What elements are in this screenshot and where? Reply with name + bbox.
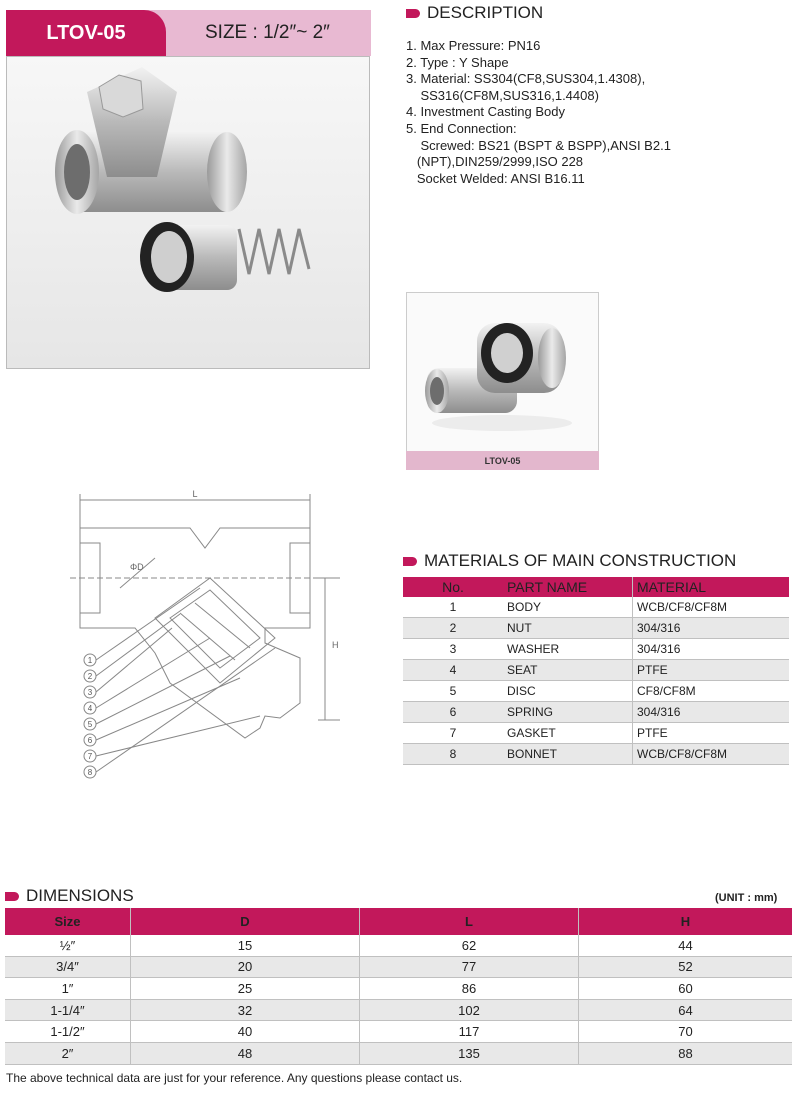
cell-part: DISC xyxy=(503,681,633,702)
column-header: H xyxy=(579,908,793,935)
table-row xyxy=(403,702,789,723)
column-header: Size xyxy=(5,908,131,935)
size-range: SIZE : 1/2″~ 2″ xyxy=(205,22,330,43)
cell-d: 25 xyxy=(131,978,360,1000)
cell-material: 304/316 xyxy=(633,639,790,660)
description-line: 2. Type : Y Shape xyxy=(406,54,509,70)
column-header: D xyxy=(131,908,360,935)
cell-size: 1″ xyxy=(5,978,131,1000)
cell-d: 48 xyxy=(131,1042,360,1064)
table-row xyxy=(5,999,792,1021)
cell-no: 3 xyxy=(403,639,503,660)
dimensions-heading: DIMENSIONS xyxy=(5,886,134,906)
cell-l: 135 xyxy=(360,1042,579,1064)
cell-no: 5 xyxy=(403,681,503,702)
table-header-row xyxy=(403,577,789,597)
column-header: MATERIAL xyxy=(633,577,790,597)
thumbnail-caption: LTOV-05 xyxy=(406,451,599,470)
callout-number: 6 xyxy=(87,736,93,745)
description-heading: DESCRIPTION xyxy=(406,3,543,23)
dim-D-label: ΦD xyxy=(130,562,144,572)
callout-number: 5 xyxy=(87,720,93,729)
cell-no: 6 xyxy=(403,702,503,723)
callout-number: 2 xyxy=(87,672,93,681)
cell-l: 62 xyxy=(360,935,579,956)
cell-h: 60 xyxy=(579,978,793,1000)
cell-l: 86 xyxy=(360,978,579,1000)
dim-L-label: L xyxy=(192,489,198,499)
callout-number: 7 xyxy=(87,752,93,761)
technical-drawing xyxy=(60,488,360,788)
cell-l: 77 xyxy=(360,956,579,978)
cell-material: 304/316 xyxy=(633,702,790,723)
cell-part: BODY xyxy=(503,597,633,618)
materials-table xyxy=(403,577,789,765)
table-row xyxy=(403,723,789,744)
cell-size: 1-1/4″ xyxy=(5,999,131,1021)
table-row xyxy=(403,639,789,660)
column-header: PART NAME xyxy=(503,577,633,597)
callout-number: 3 xyxy=(87,688,93,697)
description-line: 3. Material: SS304(CF8,SUS304,1.4308), xyxy=(406,71,646,87)
description-line: 1. Max Pressure: PN16 xyxy=(406,38,541,53)
heading-bullet-icon xyxy=(403,557,417,566)
cell-material: PTFE xyxy=(633,660,790,681)
cell-size: 3/4″ xyxy=(5,956,131,978)
cell-material: WCB/CF8/CF8M xyxy=(633,744,790,765)
table-row xyxy=(5,956,792,978)
table-row xyxy=(5,1042,792,1064)
table-row xyxy=(403,597,789,618)
heading-bullet-icon xyxy=(406,9,420,18)
cell-h: 88 xyxy=(579,1042,793,1064)
cell-part: WASHER xyxy=(503,639,633,660)
description-line: Socket Welded: ANSI B16.11 xyxy=(406,170,585,186)
product-photo xyxy=(6,56,370,369)
description-line: Screwed: BS21 (BSPT & BSPP),ANSI B2.1 xyxy=(406,137,671,153)
cell-l: 102 xyxy=(360,999,579,1021)
model-title: LTOV-05 xyxy=(6,10,166,56)
column-header: L xyxy=(360,908,579,935)
callout-number: 4 xyxy=(87,704,93,713)
callout-number: 1 xyxy=(87,656,93,665)
cell-size: 2″ xyxy=(5,1042,131,1064)
cell-d: 40 xyxy=(131,1021,360,1043)
dimensions-table xyxy=(5,908,792,1065)
cell-material: CF8/CF8M xyxy=(633,681,790,702)
cell-part: SPRING xyxy=(503,702,633,723)
cell-no: 7 xyxy=(403,723,503,744)
cell-material: WCB/CF8/CF8M xyxy=(633,597,790,618)
heading-bullet-icon xyxy=(5,892,19,901)
table-header-row xyxy=(5,908,792,935)
cell-size: 1-1/2″ xyxy=(5,1021,131,1043)
description-list xyxy=(406,38,796,187)
table-row xyxy=(403,681,789,702)
description-line: SS316(CF8M,SUS316,1.4408) xyxy=(406,87,599,103)
cell-part: GASKET xyxy=(503,723,633,744)
cell-size: ½″ xyxy=(5,935,131,956)
unit-label: (UNIT : mm) xyxy=(715,892,778,904)
dim-H-label: H xyxy=(332,640,339,650)
cell-d: 15 xyxy=(131,935,360,956)
cell-h: 70 xyxy=(579,1021,793,1043)
cell-no: 4 xyxy=(403,660,503,681)
description-line: 4. Investment Casting Body xyxy=(406,104,565,120)
cell-no: 8 xyxy=(403,744,503,765)
cell-part: BONNET xyxy=(503,744,633,765)
table-row xyxy=(403,618,789,639)
cell-l: 117 xyxy=(360,1021,579,1043)
cell-no: 2 xyxy=(403,618,503,639)
table-row xyxy=(403,660,789,681)
cell-h: 64 xyxy=(579,999,793,1021)
product-thumbnail xyxy=(406,292,599,470)
table-row xyxy=(5,935,792,956)
cell-d: 20 xyxy=(131,956,360,978)
description-line: (NPT),DIN259/2999,ISO 228 xyxy=(406,154,584,170)
table-row xyxy=(403,744,789,765)
materials-heading: MATERIALS OF MAIN CONSTRUCTION xyxy=(403,551,736,571)
description-line: 5. End Connection: xyxy=(406,120,517,136)
table-row xyxy=(5,978,792,1000)
cell-d: 32 xyxy=(131,999,360,1021)
cell-material: PTFE xyxy=(633,723,790,744)
cell-material: 304/316 xyxy=(633,618,790,639)
cell-no: 1 xyxy=(403,597,503,618)
cell-part: SEAT xyxy=(503,660,633,681)
cell-h: 52 xyxy=(579,956,793,978)
cell-h: 44 xyxy=(579,935,793,956)
table-row xyxy=(5,1021,792,1043)
column-header: No. xyxy=(403,577,503,597)
cell-part: NUT xyxy=(503,618,633,639)
callout-number: 8 xyxy=(87,768,93,777)
footnote: The above technical data are just for your reference. Any questions please contact us. xyxy=(6,1071,463,1085)
